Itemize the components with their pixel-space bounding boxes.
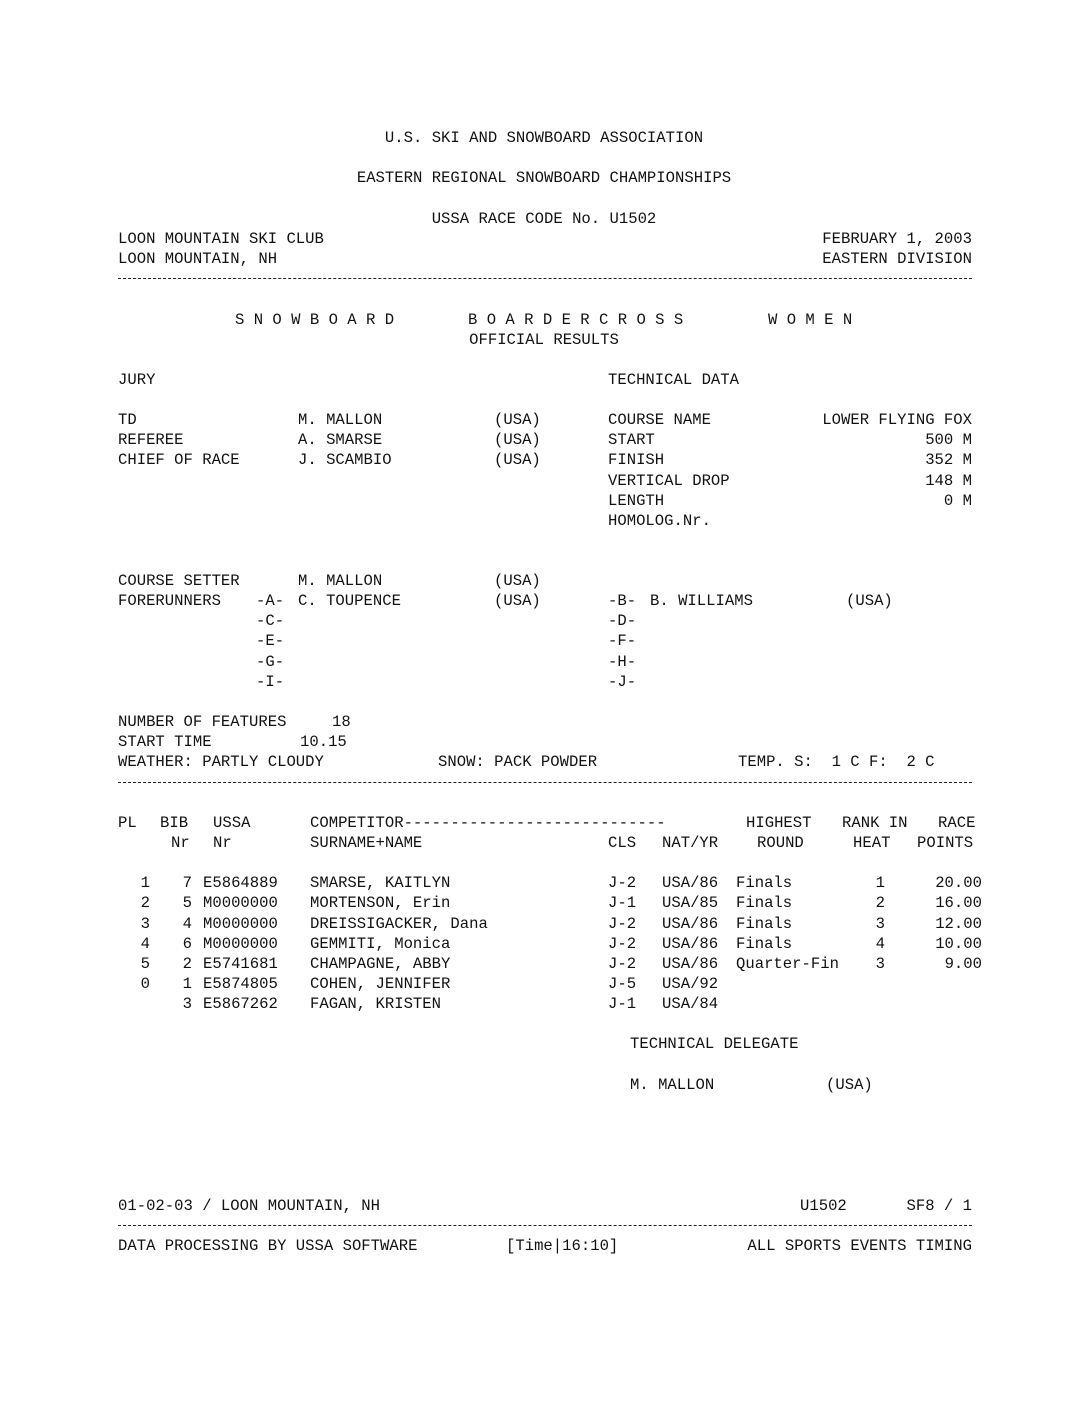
cell-cls: J-1 bbox=[608, 995, 637, 1013]
tech-label: VERTICAL DROP bbox=[608, 472, 730, 490]
cell-heat: 3 bbox=[875, 915, 885, 933]
jury-role: CHIEF OF RACE bbox=[118, 451, 240, 469]
cell-name: GEMMITI, Monica bbox=[310, 935, 451, 953]
delegate-name: M. MALLON bbox=[630, 1076, 715, 1094]
weather: WEATHER: PARTLY CLOUDY bbox=[118, 753, 324, 771]
cell-points: 20.00 bbox=[935, 874, 982, 892]
cell-bib: 6 bbox=[182, 935, 192, 953]
col-rank: RANK IN bbox=[842, 814, 908, 832]
cell-heat: 1 bbox=[875, 874, 885, 892]
footer-timing: ALL SPORTS EVENTS TIMING bbox=[747, 1237, 972, 1255]
cell-bib: 7 bbox=[182, 874, 192, 892]
separator bbox=[118, 782, 972, 783]
cell-round: Finals bbox=[736, 894, 793, 912]
forerunner-nation: (USA) bbox=[494, 592, 541, 610]
cell-points: 16.00 bbox=[935, 894, 982, 912]
cell-name: COHEN, JENNIFER bbox=[310, 975, 451, 993]
cell-heat bbox=[840, 994, 885, 1014]
col-nat: NAT/YR bbox=[662, 834, 719, 852]
col-round: ROUND bbox=[757, 834, 804, 852]
cell-ussa: E5867262 bbox=[203, 995, 278, 1013]
cell-round: Finals bbox=[736, 874, 793, 892]
col-ussa: USSA bbox=[213, 814, 251, 832]
delegate-nation: (USA) bbox=[826, 1076, 873, 1094]
jury-role: REFEREE bbox=[118, 431, 184, 449]
cell-cls: J-2 bbox=[608, 955, 637, 973]
cell-ussa: M0000000 bbox=[203, 935, 278, 953]
features-label: NUMBER OF FEATURES bbox=[118, 713, 287, 731]
technical-heading: TECHNICAL DATA bbox=[608, 371, 740, 389]
cell-bib: 5 bbox=[182, 894, 192, 912]
cell-points bbox=[900, 994, 982, 1014]
jury-role: TD bbox=[118, 411, 137, 429]
cell-nat: USA/86 bbox=[662, 935, 719, 953]
tech-value: 500 M bbox=[925, 431, 972, 449]
cell-nat: USA/84 bbox=[662, 995, 719, 1013]
club-name: LOON MOUNTAIN SKI CLUB bbox=[118, 230, 324, 248]
cell-name: SMARSE, KAITLYN bbox=[310, 874, 451, 892]
forerunner-slot: -I- bbox=[256, 673, 285, 691]
col-race: RACE bbox=[938, 814, 976, 832]
cell-ussa: E5864889 bbox=[203, 874, 278, 892]
association-title: U.S. SKI AND SNOWBOARD ASSOCIATION bbox=[384, 129, 704, 147]
footer-time: [Time|16:10] bbox=[506, 1237, 619, 1255]
tech-value: 148 M bbox=[925, 472, 972, 490]
event-title: EASTERN REGIONAL SNOWBOARD CHAMPIONSHIPS bbox=[356, 169, 732, 187]
forerunner-name: C. TOUPENCE bbox=[298, 592, 401, 610]
cell-pl: 5 bbox=[140, 955, 150, 973]
jury-nation: (USA) bbox=[494, 411, 541, 429]
jury-nation: (USA) bbox=[494, 431, 541, 449]
temperature: TEMP. S: 1 C F: 2 C bbox=[738, 753, 935, 771]
title-women: W O M E N bbox=[768, 311, 853, 329]
cell-pl bbox=[118, 994, 150, 1014]
setter-nation: (USA) bbox=[494, 572, 541, 590]
race-code: USSA RACE CODE No. U1502 bbox=[431, 210, 657, 228]
start-time-value: 10.15 bbox=[300, 733, 347, 751]
forerunner-slot: -C- bbox=[256, 612, 285, 630]
tech-value: 0 M bbox=[943, 492, 972, 510]
col-highest: HIGHEST bbox=[746, 814, 812, 832]
cell-points: 9.00 bbox=[944, 955, 982, 973]
delegate-heading: TECHNICAL DELEGATE bbox=[630, 1035, 799, 1053]
tech-value bbox=[760, 511, 972, 531]
cell-cls: J-2 bbox=[608, 935, 637, 953]
forerunner-name: B. WILLIAMS bbox=[650, 592, 753, 610]
footer-processing: DATA PROCESSING BY USSA SOFTWARE bbox=[118, 1237, 418, 1255]
cell-points bbox=[900, 974, 982, 994]
cell-ussa: M0000000 bbox=[203, 894, 278, 912]
cell-cls: J-1 bbox=[608, 894, 637, 912]
tech-label: HOMOLOG.Nr. bbox=[608, 512, 711, 530]
cell-bib: 2 bbox=[182, 955, 192, 973]
jury-heading: JURY bbox=[118, 371, 156, 389]
cell-cls: J-2 bbox=[608, 874, 637, 892]
cell-round bbox=[736, 974, 856, 994]
cell-name: MORTENSON, Erin bbox=[310, 894, 451, 912]
tech-label: LENGTH bbox=[608, 492, 665, 510]
forerunner-slot: -G- bbox=[256, 653, 285, 671]
jury-name: A. SMARSE bbox=[298, 431, 383, 449]
separator bbox=[118, 1225, 972, 1226]
forerunner-slot: -D- bbox=[608, 612, 637, 630]
cell-nat: USA/85 bbox=[662, 894, 719, 912]
cell-name: FAGAN, KRISTEN bbox=[310, 995, 442, 1013]
cell-pl: 1 bbox=[140, 874, 150, 892]
cell-round: Finals bbox=[736, 915, 793, 933]
start-time-label: START TIME bbox=[118, 733, 212, 751]
division: EASTERN DIVISION bbox=[822, 250, 972, 268]
cell-bib: 3 bbox=[182, 995, 192, 1013]
location: LOON MOUNTAIN, NH bbox=[118, 250, 278, 268]
cell-heat: 3 bbox=[875, 955, 885, 973]
forerunners-label: FORERUNNERS bbox=[118, 592, 221, 610]
tech-value: LOWER FLYING FOX bbox=[822, 411, 972, 429]
jury-nation: (USA) bbox=[494, 451, 541, 469]
cell-cls: J-2 bbox=[608, 915, 637, 933]
footer-page: SF8 / 1 bbox=[906, 1197, 972, 1215]
forerunner-slot: -B- bbox=[608, 592, 637, 610]
cell-nat: USA/86 bbox=[662, 874, 719, 892]
cell-heat: 2 bbox=[875, 894, 885, 912]
cell-bib: 4 bbox=[182, 915, 192, 933]
cell-pl: 2 bbox=[140, 894, 150, 912]
cell-points: 10.00 bbox=[935, 935, 982, 953]
col-competitor: COMPETITOR---------------------------- bbox=[310, 814, 666, 832]
forerunner-slot: -E- bbox=[256, 632, 285, 650]
col-heat: HEAT bbox=[853, 834, 891, 852]
cell-heat: 4 bbox=[875, 935, 885, 953]
col-pl: PL bbox=[118, 814, 137, 832]
forerunner-nation: (USA) bbox=[846, 592, 893, 610]
cell-nat: USA/86 bbox=[662, 915, 719, 933]
cell-name: CHAMPAGNE, ABBY bbox=[310, 955, 451, 973]
features-value: 18 bbox=[332, 713, 351, 731]
cell-points: 12.00 bbox=[935, 915, 982, 933]
tech-label: START bbox=[608, 431, 655, 449]
jury-name: J. SCAMBIO bbox=[298, 451, 392, 469]
tech-label: COURSE NAME bbox=[608, 411, 711, 429]
cell-name: DREISSIGACKER, Dana bbox=[310, 915, 488, 933]
forerunner-slot: -F- bbox=[608, 632, 637, 650]
forerunner-slot: -H- bbox=[608, 653, 637, 671]
col-bib: BIB bbox=[160, 814, 189, 832]
col-name: SURNAME+NAME bbox=[310, 834, 423, 852]
cell-ussa: M0000000 bbox=[203, 915, 278, 933]
col-points: POINTS bbox=[917, 834, 974, 852]
title-snowboard: S N O W B O A R D bbox=[235, 311, 395, 329]
cell-bib: 1 bbox=[182, 975, 192, 993]
cell-ussa: E5874805 bbox=[203, 975, 278, 993]
jury-name: M. MALLON bbox=[298, 411, 383, 429]
forerunner-slot: -A- bbox=[256, 592, 285, 610]
official-results: OFFICIAL RESULTS bbox=[469, 331, 619, 349]
cell-ussa: E5741681 bbox=[203, 955, 278, 973]
cell-nat: USA/86 bbox=[662, 955, 719, 973]
cell-heat bbox=[840, 974, 885, 994]
cell-pl: 3 bbox=[140, 915, 150, 933]
cell-pl: 0 bbox=[140, 975, 150, 993]
cell-nat: USA/92 bbox=[662, 975, 719, 993]
separator bbox=[118, 278, 972, 279]
cell-cls: J-5 bbox=[608, 975, 637, 993]
cell-round: Quarter-Fin bbox=[736, 955, 839, 973]
title-boardercross: B O A R D E R C R O S S bbox=[468, 311, 684, 329]
col-bib-nr: Nr bbox=[171, 834, 190, 852]
col-cls: CLS bbox=[608, 834, 637, 852]
cell-pl: 4 bbox=[140, 935, 150, 953]
setter-name: M. MALLON bbox=[298, 572, 383, 590]
forerunner-slot: -J- bbox=[608, 673, 637, 691]
tech-label: FINISH bbox=[608, 451, 665, 469]
footer-code: U1502 bbox=[800, 1197, 847, 1215]
snow: SNOW: PACK POWDER bbox=[438, 753, 598, 771]
footer-date-location: 01-02-03 / LOON MOUNTAIN, NH bbox=[118, 1197, 381, 1215]
cell-round bbox=[736, 994, 856, 1014]
setter-label: COURSE SETTER bbox=[118, 572, 240, 590]
col-ussa-nr: Nr bbox=[213, 834, 232, 852]
tech-value: 352 M bbox=[925, 451, 972, 469]
race-date: FEBRUARY 1, 2003 bbox=[822, 230, 972, 248]
cell-round: Finals bbox=[736, 935, 793, 953]
